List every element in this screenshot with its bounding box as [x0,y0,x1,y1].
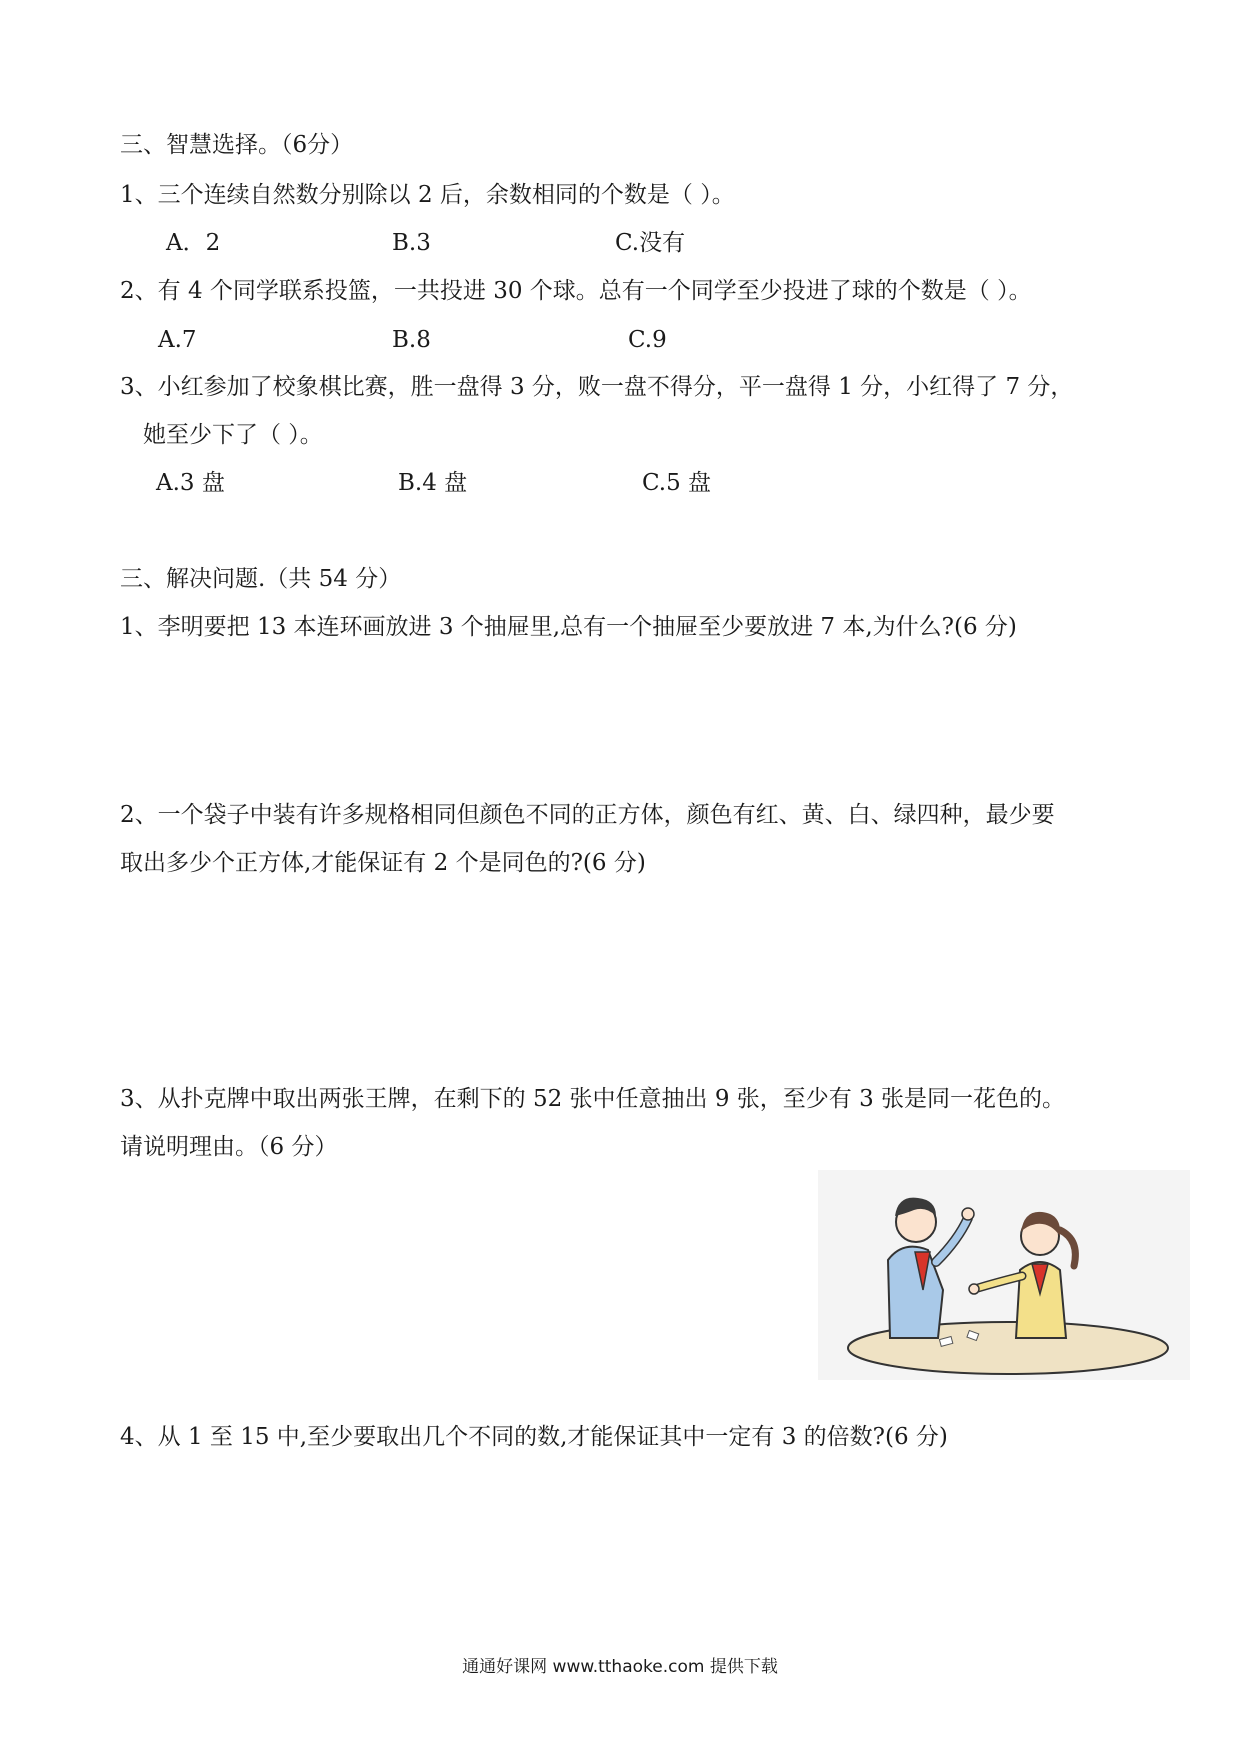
q1-option-a: A．2 [166,230,221,256]
question-3-continued: 她至少下了（ ）。 [143,422,323,448]
footer-credit: 通通好课网 www.tthaoke.com 提供下载 [462,1657,778,1677]
problem-2-line-1: 2、一个袋子中装有许多规格相同但颜色不同的正方体，颜色有红、黄、白、绿四种，最少要 [120,802,1055,828]
problem-1: 1、李明要把 13 本连环画放进 3 个抽屉里,总有一个抽屉至少要放进 7 本,为什么?(6 分) [120,614,1017,640]
q1-option-c: C.没有 [615,230,686,256]
q2-option-c: C.9 [628,327,667,353]
question-2: 2、有 4 个同学联系投篮，一共投进 30 个球。总有一个同学至少投进了球的个数是（ ）。 [120,278,1032,304]
problem-3-line-2: 请说明理由。（6 分） [120,1134,338,1160]
problem-4: 4、从 1 至 15 中,至少要取出几个不同的数,才能保证其中一定有 3 的倍数?(6 分) [120,1424,948,1450]
section-title-problems: 三、解决问题.（共 54 分） [120,566,402,592]
q2-option-a: A.7 [158,327,197,353]
problem-3-line-1: 3、从扑克牌中取出两张王牌，在剩下的 52 张中任意抽出 9 张，至少有 3 张是同一花色的。 [120,1086,1066,1112]
q2-option-b: B.8 [392,327,431,353]
q3-option-a: A.3 盘 [156,470,225,496]
question-3: 3、小红参加了校象棋比赛，胜一盘得 3 分，败一盘不得分，平一盘得 1 分，小红得了 7 分， [120,374,1074,400]
q3-option-c: C.5 盘 [642,470,712,496]
q3-option-b: B.4 盘 [398,470,468,496]
problem-2-line-2: 取出多少个正方体,才能保证有 2 个是同色的?(6 分) [120,850,646,876]
children-cards-illustration [818,1170,1190,1380]
q1-option-b: B.3 [392,230,431,256]
section-title-choice: 三、智慧选择。（6分） [120,132,354,158]
question-1: 1、三个连续自然数分别除以 2 后，余数相同的个数是（ ）。 [120,182,735,208]
